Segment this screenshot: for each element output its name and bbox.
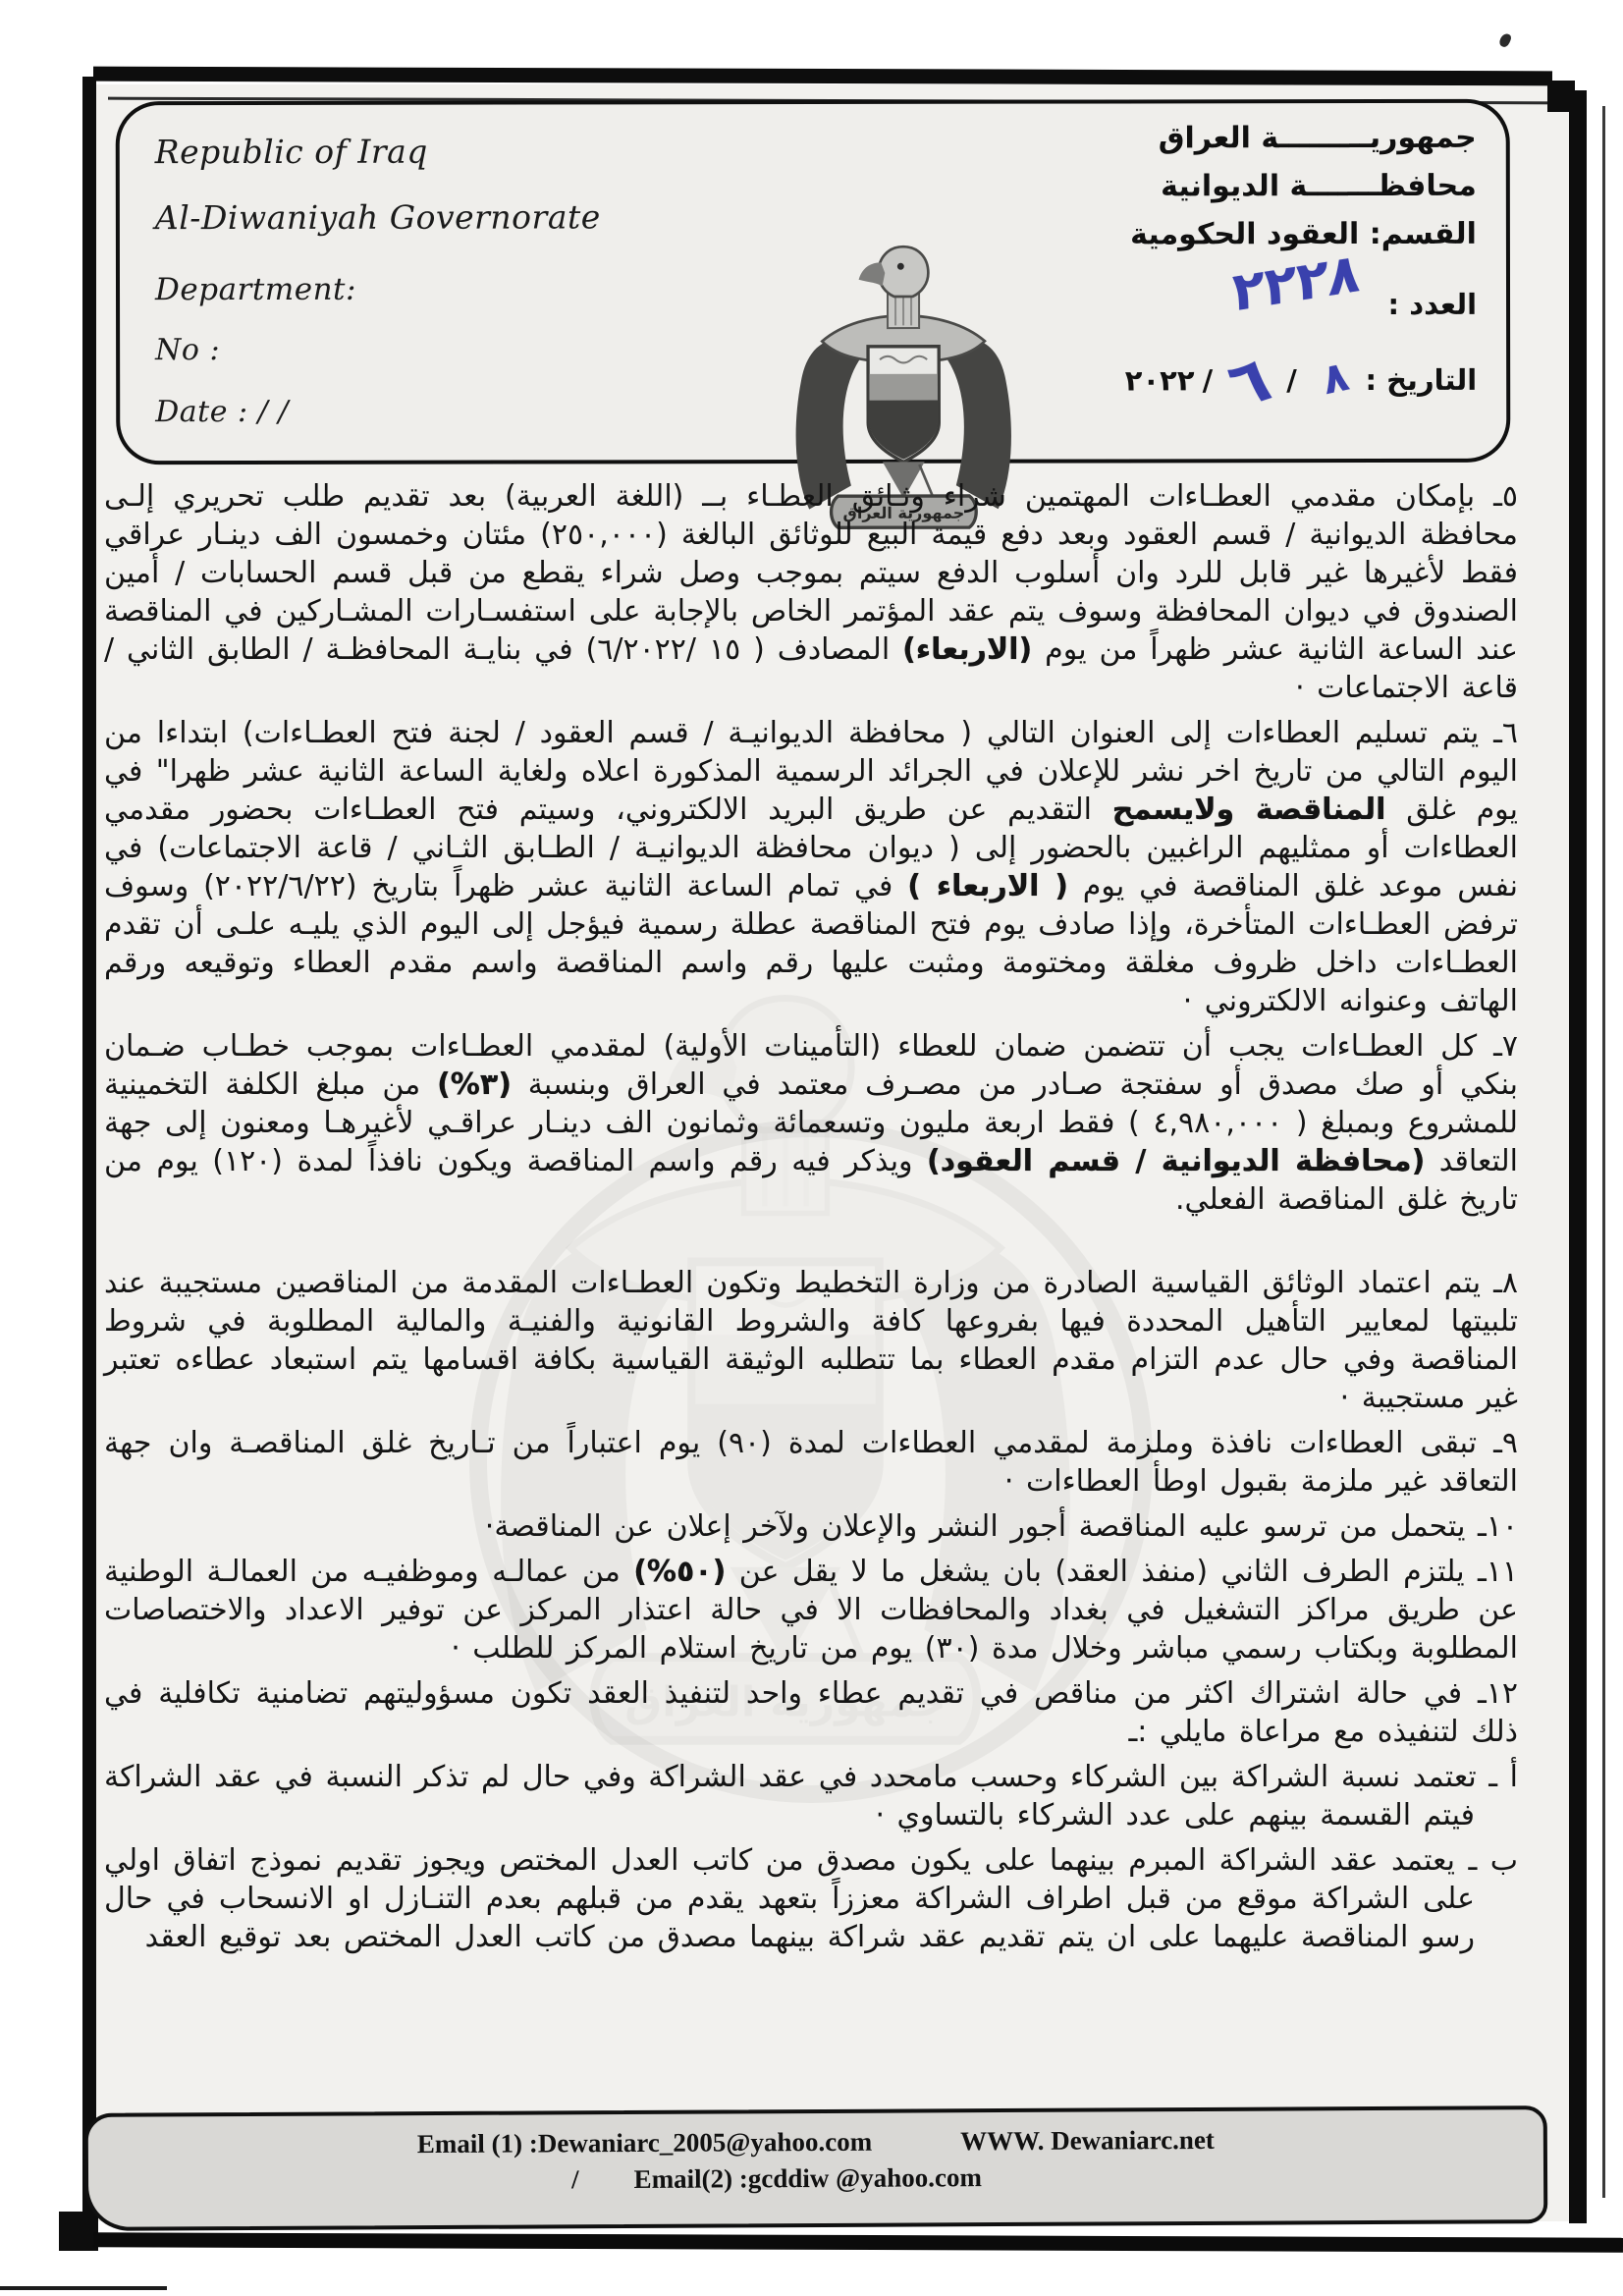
letterhead-arabic-block <box>1005 120 1478 424</box>
footer-website: WWW. Dewaniarc.net <box>960 2124 1215 2157</box>
arabic-country-line: جمهوريـــــــــة العراق <box>1158 120 1477 156</box>
english-number-line: No : <box>155 333 221 368</box>
footer-email-1: Email (1) :Dewaniarc_2005@yahoo.com <box>416 2126 873 2159</box>
body-paragraph: ١١ـ يلتزم الطرف الثاني (منفذ العقد) بان يشغل ما لا يقل عن (٥٠%) من عمالـه وموظفيـه من العمالـة الوطنية عن طريق مراكز التشغيل في بغداد والمحافظات الا في حالة اعتذار المركز عن توفير الاعداد والاختصاصات المطلوبة وبكتاب رسمي مباشر وخلال مدة (٣٠) يوم من تاريخ استلام المركز للطلب · <box>104 1555 1518 1666</box>
body-paragraph: ٩ـ تبقى العطاءات نافذة وملزمة لمقدمي العطاءات لمدة (٩٠) يوم اعتباراً من تـاريخ غلق المناقصـة وان جهة التعاقد غير ملزمة بقبول اوطأ العطاءات · <box>104 1426 1518 1499</box>
date-slash: / <box>1286 363 1297 398</box>
letterhead-box <box>116 99 1511 465</box>
document-date-row <box>1005 333 1478 424</box>
scan-frame-right <box>1569 90 1587 2223</box>
scan-frame-left <box>82 77 96 2217</box>
body-paragraph: ٥ـ بإمكان مقدمي العطـاءات المهتمين شراء وثـائق العطـاء بــ (اللغة العربية) بعد تقديم طلب تحريري إلـى محافظة الديوانية / قسم العقود وبعد دفع قيمة البيع للوثائق البالغة (٢٥٠,٠٠٠) مئتان وخمسون الف دينـار عراقي فقط لأغيرها غير قابل للرد وان أسلوب الدفع سيتم بموجب وصل شراء يقطع من قبل قسم الحسابات / أمين الصندوق في ديوان المحافظة وسوف يتم عقد المؤتمر الخاص بالإجابة على استفسـارات المشـاركين في المناقصة عند الساعة الثانية عشر ظهراً من يوم (الاربعاء) المصادف ( ١٥ /٦/٢٠٢٢) في بنايـة المحافظـة / الطابق الثاني / قاعة الاجتماعات · <box>104 479 1519 705</box>
body-paragraph: أ ـ تعتمد نسبة الشراكة بين الشركاء وحسب مامحدد في عقد الشراكة وفي حال لم تذكر النسبة في عقد الشراكة فيتم القسمة بينهم على عدد الشركاء بالتساوي · <box>104 1760 1518 1832</box>
english-country-line: Republic of Iraq <box>154 132 428 172</box>
body-paragraph: ٨ـ يتم اعتماد الوثائق القياسية الصادرة من وزارة التخطيط وتكون العطـاءات المقدمة من المناقصين مستجيبة عند تلبيتها لمعايير التأهيل المحددة فيها بفروعها كافة والشروط القانونية والفنيـة والمالية المطلوبة في شروط المناقصة وفي حال عدم التزام مقدم العطاء بما تتطلبه الوثيقة القياسية بكافة اقسامها يتم استبعاد عطاءه تعتبر غير مستجيبة · <box>104 1266 1518 1415</box>
scan-ink-speck <box>1498 32 1513 49</box>
tender-conditions-text <box>104 477 1518 1963</box>
footer-line-1 <box>88 2123 1543 2161</box>
date-slash: / <box>1202 363 1214 398</box>
english-date-line: Date : / / <box>155 394 289 430</box>
footer-line-2 <box>49 2159 1504 2198</box>
english-governorate-line: Al-Diwaniyah Governorate <box>154 197 601 238</box>
handwritten-date-month: ٦ <box>1219 342 1279 424</box>
body-paragraph: ١٠ـ يتحمل من ترسو عليه المناقصة أجور النشر والإعلان ولآخر إعلان عن المناقصة· <box>484 1509 1518 1544</box>
arabic-section-line: القسم: العقود الحكومية <box>1130 216 1477 252</box>
scan-frame-top <box>93 67 1552 86</box>
handwritten-document-number: ٢٢٢٨ <box>1230 241 1361 324</box>
arabic-governorate-line: محافظـــــــة الديوانية <box>1161 168 1477 204</box>
scan-line-bottom-left <box>0 2286 167 2290</box>
letterhead-english-block <box>155 132 667 429</box>
body-paragraph: ٧ـ كل العطـاءات يجب أن تتضمن ضمان للعطاء (التأمينات الأولية) لمقدمي العطـاءات بموجب خطـاب ضـمان بنكي أو صك مصدق أو سفتجة صـادر من مصـرف معتمد في العراق وبنسبة (٣%) من مبلغ الكلفة التخمينية للمشروع وبمبلغ ( ٤,٩٨٠,٠٠٠ ) فقط اربعة مليون وتسعمائة وثمانون الف دينـار عراقـي لأغيرهـا ومعنون إلى جهة التعاقد (محافظة الديوانية / قسم العقود) ويذكر فيه رقم واسم المناقصة ويكون نافذاً لمدة (١٢٠) يوم من تاريخ غلق المناقصة الفعلي. <box>104 1029 1519 1217</box>
number-label: العدد : <box>1387 287 1478 321</box>
footer-contact-box <box>84 2105 1548 2231</box>
footer-email-2: Email(2) :gcddiw @yahoo.com <box>633 2162 983 2194</box>
handwritten-date-day: ٨ <box>1317 351 1353 405</box>
body-paragraph: ٦ـ يتم تسليم العطاءات إلى العنوان التالي ( محافظة الديوانيـة / قسم العقود / لجنة فتح العطـاءات) ابتداءا من اليوم التالي من تاريخ اخر نشر للإعلان في الجرائد الرسمية المذكورة اعلاه ولغاية الساعة الثانية عشر ظهرا" في يوم غلق المناقصة ولايسمح التقديم عن طريق البريد الالكتروني، وسيتم فتح العطـاءات بحضور مقدمي العطاءات أو ممثليهم الراغبين بالحضور إلى ( ديوان محافظة الديوانيـة / الطـابق الثـاني / قاعة الاجتماعات) في نفس موعد غلق المناقصة في يوم ( الاربعاء ) في تمام الساعة الثانية عشر ظهراً بتاريخ (٢٠٢٢/٦/٢٢) وسوف ترفض العطـاءات المتأخرة، وإذا صادف يوم فتح المناقصة عطلة رسمية فيؤجل إلى اليوم الذي يليـه علـى أن تقدم العطـاءات داخل ظروف مغلقة ومختومة ومثبت عليها رقم واسم المناقصة واسم مقدم العطاء وتوقيعه ورقم الهاتف وعنوانه الالكتروني · <box>104 716 1519 1018</box>
printed-date-year: ٢٠٢٢ <box>1124 363 1195 398</box>
date-label: التاريخ : <box>1365 362 1478 398</box>
scan-frame-right-thin <box>1602 106 1605 2198</box>
scan-band-bottom <box>93 2232 1623 2252</box>
body-paragraph: ب ـ يعتمد عقد الشراكة المبرم بينهما على يكون مصدق من كاتب العدل المختص ويجوز تقديم نموذج اتفاق اولي على الشراكة موقع من قبل اطراف الشراكة معززاً بتعهد يقدم من قبلهم بعدم التنـازل او الانسحاب في حال رسو المناقصة عليهما على ان يتم تقديم عقد شراكة بينهما مصدق من كاتب العدل المختص بعد توقيع العقد <box>104 1843 1518 1954</box>
body-paragraph: ١٢ـ في حالة اشتراك اكثر من مناقص في تقديم عطاء واحد لتنفيذ العقد تكون مسؤوليتهم تضامنية تكافلية في ذلك لتنفيذه مع مراعاة مايلي :ـ <box>104 1676 1518 1749</box>
document-number-row <box>1005 241 1478 328</box>
footer-slash: / <box>571 2164 579 2195</box>
english-department-line: Department: <box>154 271 356 308</box>
